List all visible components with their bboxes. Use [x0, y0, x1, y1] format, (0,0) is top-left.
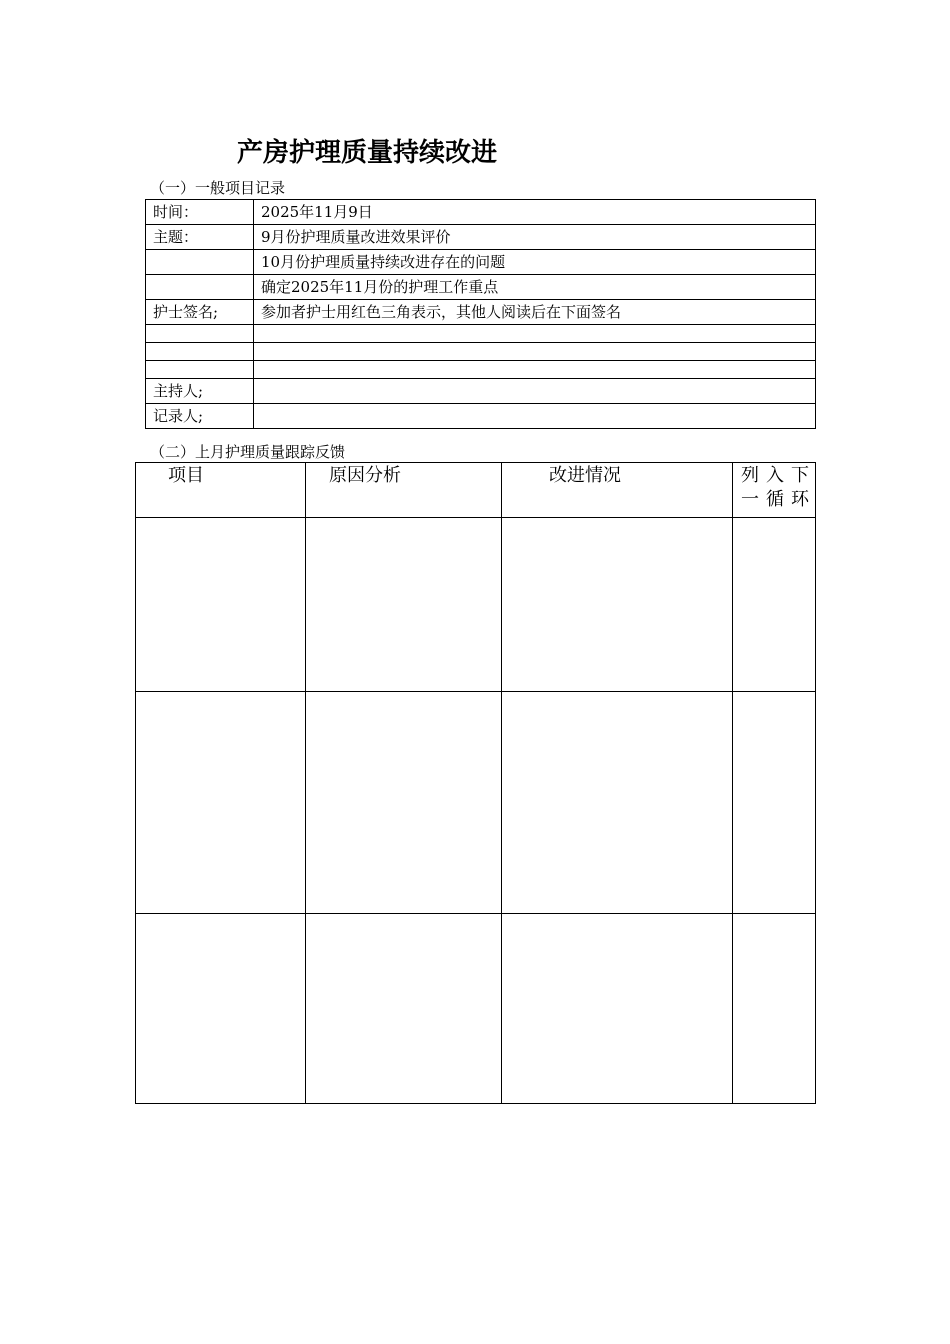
table-row	[146, 200, 816, 225]
table-header-row	[136, 463, 816, 518]
improvement-cell[interactable]	[502, 692, 733, 914]
row-value: 参加者护士用红色三角表示，其他人阅读后在下面签名	[254, 300, 816, 325]
row-label	[146, 250, 254, 275]
section-general-heading: （一）一般项目记录	[150, 179, 286, 197]
signature-cell[interactable]	[146, 361, 254, 379]
item-cell[interactable]	[136, 692, 306, 914]
table-row	[146, 379, 816, 404]
feedback-table	[135, 462, 816, 1104]
host-value-cell[interactable]	[254, 379, 816, 404]
row-label: 时间：	[146, 200, 254, 225]
table-row	[146, 225, 816, 250]
page-title: 产房护理质量持续改进	[237, 138, 498, 168]
row-label: 主持人;	[146, 379, 254, 404]
item-cell[interactable]	[136, 914, 306, 1104]
table-row	[146, 325, 816, 343]
table-row	[136, 914, 816, 1104]
row-label: 主题：	[146, 225, 254, 250]
table-row	[146, 300, 816, 325]
table-row	[146, 250, 816, 275]
row-label	[146, 275, 254, 300]
column-header-next-cycle-label: 列入下一循环	[741, 465, 809, 510]
table-row	[146, 404, 816, 429]
column-header-item: 项目	[136, 463, 306, 518]
row-value: 2025年11月9日	[254, 200, 816, 225]
row-value: 10月份护理质量持续改进存在的问题	[254, 250, 816, 275]
table-row	[146, 361, 816, 379]
signature-cell[interactable]	[146, 325, 254, 343]
table-row	[146, 343, 816, 361]
next-cycle-cell[interactable]	[733, 914, 816, 1104]
cause-cell[interactable]	[306, 914, 502, 1104]
column-header-next-cycle	[733, 463, 816, 518]
column-header-improvement: 改进情况	[502, 463, 733, 518]
section-feedback-heading: （二）上月护理质量跟踪反馈	[150, 443, 346, 461]
general-record-table	[145, 199, 816, 429]
item-cell[interactable]	[136, 518, 306, 692]
cause-cell[interactable]	[306, 692, 502, 914]
next-cycle-cell[interactable]	[733, 692, 816, 914]
signature-cell[interactable]	[254, 343, 816, 361]
signature-cell[interactable]	[254, 325, 816, 343]
row-label: 记录人;	[146, 404, 254, 429]
table-row	[136, 692, 816, 914]
row-value: 9月份护理质量改进效果评价	[254, 225, 816, 250]
recorder-value-cell[interactable]	[254, 404, 816, 429]
table-row	[146, 275, 816, 300]
row-label: 护士签名;	[146, 300, 254, 325]
signature-cell[interactable]	[146, 343, 254, 361]
signature-cell[interactable]	[254, 361, 816, 379]
improvement-cell[interactable]	[502, 914, 733, 1104]
cause-cell[interactable]	[306, 518, 502, 692]
row-value: 确定2025年11月份的护理工作重点	[254, 275, 816, 300]
column-header-cause: 原因分析	[306, 463, 502, 518]
next-cycle-cell[interactable]	[733, 518, 816, 692]
improvement-cell[interactable]	[502, 518, 733, 692]
table-row	[136, 518, 816, 692]
